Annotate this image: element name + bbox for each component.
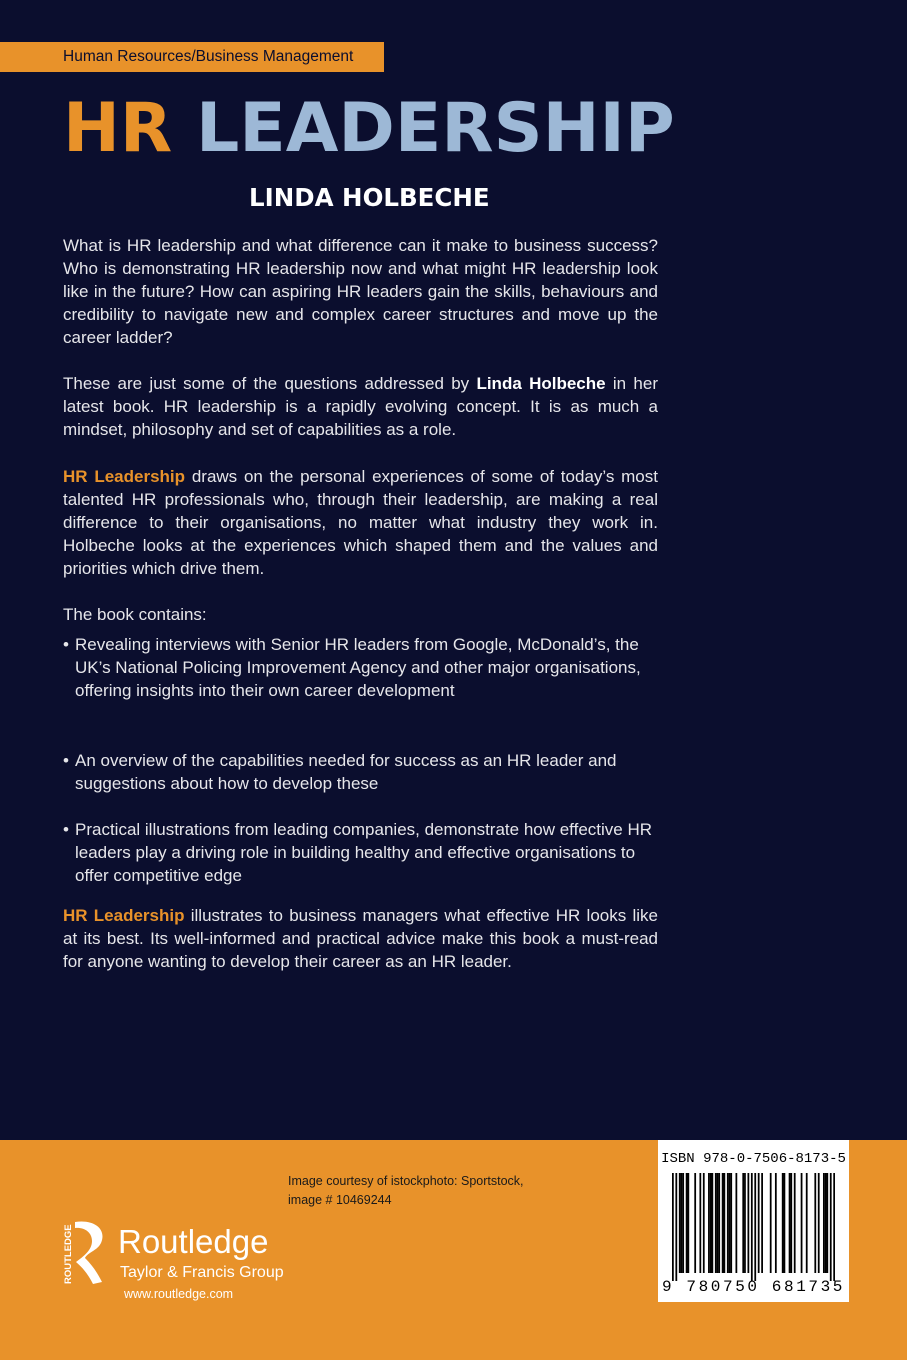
- bullet-marker: •: [63, 635, 69, 654]
- publisher-name: Routledge: [118, 1223, 269, 1260]
- image-credit-line: image # 10469244: [288, 1193, 392, 1207]
- barcode-bar: [823, 1173, 825, 1273]
- barcode-bar: [729, 1173, 731, 1273]
- blurb-paragraph-experiences: [63, 465, 658, 580]
- barcode-bar: [784, 1173, 786, 1273]
- barcode-digits: 9 780750 681735: [661, 1278, 846, 1296]
- barcode-bar: [727, 1173, 729, 1273]
- author-name: LINDA HOLBECHE: [249, 183, 490, 212]
- contains-intro: The book contains:: [63, 605, 207, 624]
- isbn-label: ISBN 978-0-7506-8173-5: [661, 1151, 846, 1167]
- barcode-icon: [672, 1173, 835, 1281]
- blurb-paragraph-closing: [63, 904, 658, 973]
- barcode-bar: [715, 1173, 717, 1273]
- barcode-bar: [687, 1173, 689, 1273]
- barcode-bar: [794, 1173, 796, 1273]
- contents-bullet: [63, 818, 658, 887]
- barcode-bar: [679, 1173, 681, 1273]
- barcode-bar: [718, 1173, 720, 1273]
- barcode-bar: [782, 1173, 784, 1273]
- paragraph3-text: draws on the personal experiences of some of today’s most talented HR professionals who, through their leadership, are making a real difference to their organisations, no matter what industry they work in. Holbeche looks at the experiences which shaped them and the values and priorities which drive them.: [63, 467, 658, 578]
- title-leadership: LEADERSHIP: [195, 89, 675, 168]
- publisher-group: Taylor & Francis Group: [120, 1264, 284, 1281]
- title-hr: HR: [63, 89, 173, 168]
- barcode-bar: [694, 1173, 696, 1273]
- barcode-bar: [754, 1173, 756, 1281]
- barcode-bar: [672, 1173, 674, 1281]
- barcode-bar: [761, 1173, 763, 1273]
- barcode-bar: [722, 1173, 724, 1273]
- book-title-highlight: HR Leadership: [63, 467, 186, 486]
- barcode-bar: [747, 1173, 749, 1273]
- barcode-bar: [730, 1173, 732, 1273]
- bullet-marker: •: [63, 820, 69, 839]
- barcode-bar: [717, 1173, 719, 1273]
- routledge-logo-icon: [60, 1218, 110, 1288]
- barcode-bar: [789, 1173, 791, 1273]
- bullet-marker: •: [63, 751, 69, 770]
- barcode-bar: [775, 1173, 777, 1273]
- bullet-text: An overview of the capabilities needed for success as an HR leader and suggestions about how to develop these: [75, 751, 617, 793]
- author-highlight: Linda Holbeche: [476, 374, 606, 393]
- barcode-bar: [742, 1173, 744, 1273]
- paragraph2-before: These are just some of the questions addressed by: [63, 374, 477, 393]
- logo-vertical-text: ROUTLEDGE: [63, 1224, 74, 1284]
- barcode-bar: [682, 1173, 684, 1273]
- barcode-bar: [825, 1173, 827, 1273]
- image-credit: [288, 1172, 588, 1210]
- barcode-bar: [699, 1173, 701, 1273]
- barcode-bar: [686, 1173, 688, 1273]
- contents-bullet: [63, 749, 658, 795]
- barcode-bar: [711, 1173, 713, 1273]
- barcode-bar: [830, 1173, 832, 1281]
- barcode-bar: [675, 1173, 677, 1281]
- category-banner: Human Resources/Business Management: [0, 42, 384, 72]
- barcode-bar: [770, 1173, 772, 1273]
- barcode-bar: [735, 1173, 737, 1273]
- book-title-highlight: HR Leadership: [63, 906, 185, 925]
- closing-text: illustrates to business managers what effective HR looks like at its best. Its well-informed and practical advice make this book a must-read for anyone wanting to develop their career as an HR leader.: [63, 906, 658, 971]
- isbn-barcode-box: [658, 1140, 849, 1302]
- bullet-text: Practical illustrations from leading companies, demonstrate how effective HR leaders play a driving role in building healthy and effective organisations to offer competitive edge: [75, 820, 653, 885]
- bullet-text: Revealing interviews with Senior HR leaders from Google, McDonald’s, the UK’s National Policing Improvement Agency and other major organisations, offering insights into their own career development: [75, 635, 641, 700]
- image-credit-line: Image courtesy of istockphoto: Sportstock,: [288, 1174, 524, 1188]
- barcode-bar: [818, 1173, 820, 1273]
- paragraph2-after: in her latest book. HR leadership is a rapidly evolving concept. It is as much a mindset, philosophy and set of capabilities as a role.: [63, 374, 659, 439]
- barcode-bar: [826, 1173, 828, 1273]
- book-title: [63, 86, 675, 172]
- blurb-paragraph-author: [63, 372, 658, 441]
- barcode-bar: [814, 1173, 816, 1273]
- publisher-url[interactable]: www.routledge.com: [124, 1287, 234, 1301]
- barcode-bar: [801, 1173, 803, 1273]
- barcode-bar: [751, 1173, 753, 1281]
- barcode-bar: [710, 1173, 712, 1273]
- barcode-bar: [703, 1173, 705, 1273]
- barcode-bar: [681, 1173, 683, 1273]
- barcode-bar: [708, 1173, 710, 1273]
- barcode-bar: [744, 1173, 746, 1273]
- barcode-bar: [758, 1173, 760, 1273]
- barcode-bar: [833, 1173, 835, 1281]
- barcode-bar: [806, 1173, 808, 1273]
- blurb-paragraph-questions: What is HR leadership and what difference can it make to business success? Who is demonstrating HR leadership now and what might HR leadership look like in the future? How can aspiring HR leaders gain the skills, behaviours and credibility to navigate new and complex career structures and move up the career ladder?: [63, 236, 658, 347]
- barcode-bar: [723, 1173, 725, 1273]
- contents-bullet: [63, 633, 658, 702]
- barcode-bar: [790, 1173, 792, 1273]
